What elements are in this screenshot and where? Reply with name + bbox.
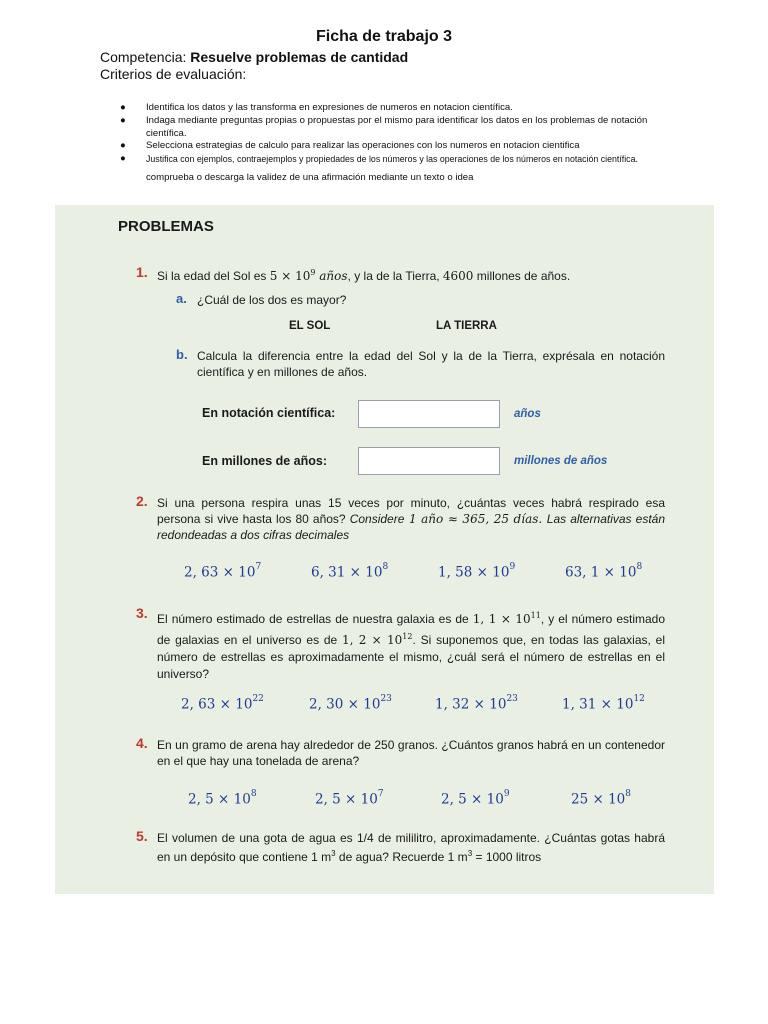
criterios-heading: Criterios de evaluación: [100, 66, 247, 82]
p1-text-a: Si la edad del Sol es [157, 269, 270, 283]
p2-choice-d[interactable] [565, 564, 642, 581]
p4-choice-b[interactable] [315, 791, 384, 808]
competencia-line [100, 49, 408, 65]
choice-exp: 22 [252, 694, 264, 704]
criteria-extra: comprueba o descarga la validez de una afirmación mediante un texto o idea [146, 172, 474, 183]
problem-2-text [157, 495, 665, 543]
problem-2-number: 2. [136, 493, 148, 509]
p3-stars: 1, 1 × 10 [472, 612, 531, 626]
p5-sup1: 3 [331, 849, 336, 858]
choice-base: 1, 31 × 10 [562, 696, 634, 713]
p3-galaxies: 1, 2 × 10 [342, 633, 403, 647]
criteria-item [120, 153, 686, 167]
p4-choice-a[interactable] [188, 791, 257, 808]
p1-text-b: , y la de la Tierra, [347, 269, 443, 283]
choice-exp: 9 [503, 789, 510, 799]
choice-base: 63, 1 × 10 [565, 564, 637, 581]
field-millions-label: En millones de años: [202, 454, 328, 468]
criteria-text: Indaga mediante preguntas propias o propuestas por el mismo para identificar los datos en los problemas de notación científica. [146, 114, 648, 139]
p5-sup2: 3 [467, 849, 473, 858]
problems-panel [55, 205, 714, 894]
bullet-icon: ● [120, 153, 126, 165]
earth-age: 4600 [442, 269, 474, 283]
choice-exp: 23 [506, 694, 518, 704]
choice-exp: 8 [625, 789, 631, 799]
p3-choice-b[interactable] [309, 696, 392, 713]
choice-base: 6, 31 × 10 [311, 564, 383, 581]
p3-text-b: , y el número estimado de galaxias en el universo es de [157, 612, 666, 647]
problem-1a-text: ¿Cuál de los dos es mayor? [197, 293, 347, 307]
option-la-tierra[interactable]: LA TIERRA [436, 320, 497, 332]
problems-title: PROBLEMAS [118, 218, 214, 235]
p3-galaxies-exp: 12 [402, 632, 413, 641]
p3-choice-d[interactable] [562, 696, 645, 713]
choice-exp: 8 [636, 562, 643, 572]
problem-4-text: En un gramo de arena hay alrededor de 250 granos. ¿Cuántos granos habrá en un contenedor en el que hay una tonelada de arena? [157, 738, 665, 768]
p3-text-c: . Si suponemos que, en todas las galaxias, el número de estrellas es aproximadamente el mismo, ¿cuál será el número de estrellas en el universo? [157, 633, 665, 681]
criteria-list [120, 102, 686, 167]
criteria-item [120, 140, 686, 153]
p5-text-a: El volumen de una gota de agua es 1/4 de mililitro, aproximadamente. ¿Cuántas gotas habrá en un depósito que contiene 1 m [157, 831, 665, 864]
choice-base: 1, 58 × 10 [438, 564, 510, 581]
criteria-text: Justifica con ejemplos, contraejemplos y propiedades de los números y las operaciones de los números en notación científica. [146, 154, 638, 165]
p3-stars-exp: 11 [530, 611, 541, 620]
problem-1b-text: Calcula la diferencia entre la edad del Sol y la de la Tierra, exprésala en notación científica y en millones de años. [197, 349, 665, 379]
problem-1b-label: b. [176, 347, 188, 362]
p2-choice-a[interactable] [184, 564, 261, 581]
choice-base: 25 × 10 [571, 791, 626, 808]
p3-choice-c[interactable] [435, 696, 518, 713]
p2-consider: Considere [349, 512, 405, 526]
bullet-icon: ● [120, 114, 126, 126]
field-scientific-label: En notación científica: [202, 406, 336, 420]
choice-exp: 8 [250, 789, 257, 799]
p2-text: Si una persona respira unas 15 veces por minuto, ¿cuántas veces habrá respirado esa persona si vive hasta los 80 años? [157, 496, 665, 526]
problem-4-number: 4. [136, 735, 148, 751]
p3-text-a: El número estimado de estrellas de nuestra galaxia es de [157, 612, 473, 626]
criteria-item [120, 102, 686, 115]
problem-3-number: 3. [136, 605, 148, 621]
problem-3-text [157, 607, 665, 683]
problem-1-number: 1. [136, 264, 148, 280]
p2-choice-c[interactable] [438, 564, 515, 581]
choice-exp: 23 [380, 694, 392, 704]
bullet-icon: ● [120, 140, 126, 152]
p1-text-c: millones de años. [473, 269, 571, 283]
p5-text-b: de agua? Recuerde 1 m [335, 850, 468, 864]
bullet-icon: ● [120, 102, 126, 113]
p2-note: Las alternativas están redondeadas a dos cifras decimales [157, 512, 665, 542]
problem-1a-label: a. [176, 291, 187, 306]
sun-age-exp: 9 [310, 268, 316, 277]
choice-base: 2, 63 × 10 [181, 696, 253, 713]
field-scientific-unit: años [514, 408, 541, 420]
p3-choice-a[interactable] [181, 696, 264, 713]
p5-text-c: = 1000 litros [472, 850, 542, 864]
choice-base: 2, 5 × 10 [315, 791, 378, 808]
millions-of-years-input[interactable] [358, 447, 500, 475]
problem-5-number: 5. [136, 828, 148, 844]
choice-base: 1, 32 × 10 [435, 696, 507, 713]
field-millions-unit: millones de años [514, 455, 608, 467]
problem-5-text [157, 830, 665, 865]
choice-exp: 7 [255, 562, 262, 572]
p4-choice-c[interactable] [441, 791, 510, 808]
criteria-text: Selecciona estrategias de calculo para realizar las operaciones con los numeros en notacion cientifica [146, 140, 580, 152]
option-el-sol[interactable]: EL SOL [289, 320, 331, 332]
choice-exp: 12 [633, 694, 645, 704]
choice-base: 2, 30 × 10 [309, 696, 381, 713]
sun-age: 5 × 10 [269, 269, 311, 283]
criteria-text: Identifica los datos y las transforma en expresiones de numeros en notacion científica. [146, 102, 513, 113]
choice-base: 2, 5 × 10 [188, 791, 251, 808]
problem-1-text [157, 265, 657, 284]
choice-exp: 9 [509, 562, 516, 572]
competencia-value: Resuelve problemas de cantidad [190, 49, 409, 65]
choice-exp: 7 [377, 789, 384, 799]
p2-choice-b[interactable] [311, 564, 388, 581]
page-title: Ficha de trabajo 3 [315, 28, 453, 45]
p2-equivalence: 1 año ≈ 365, 25 días. [404, 512, 547, 526]
choice-base: 2, 5 × 10 [441, 791, 504, 808]
sun-age-unit: años [315, 269, 348, 283]
p4-choice-d[interactable] [571, 791, 631, 808]
scientific-notation-input[interactable] [358, 400, 500, 428]
competencia-label: Competencia: [100, 49, 191, 65]
choice-exp: 8 [382, 562, 389, 572]
choice-base: 2, 63 × 10 [184, 564, 256, 581]
criteria-item [120, 115, 686, 141]
